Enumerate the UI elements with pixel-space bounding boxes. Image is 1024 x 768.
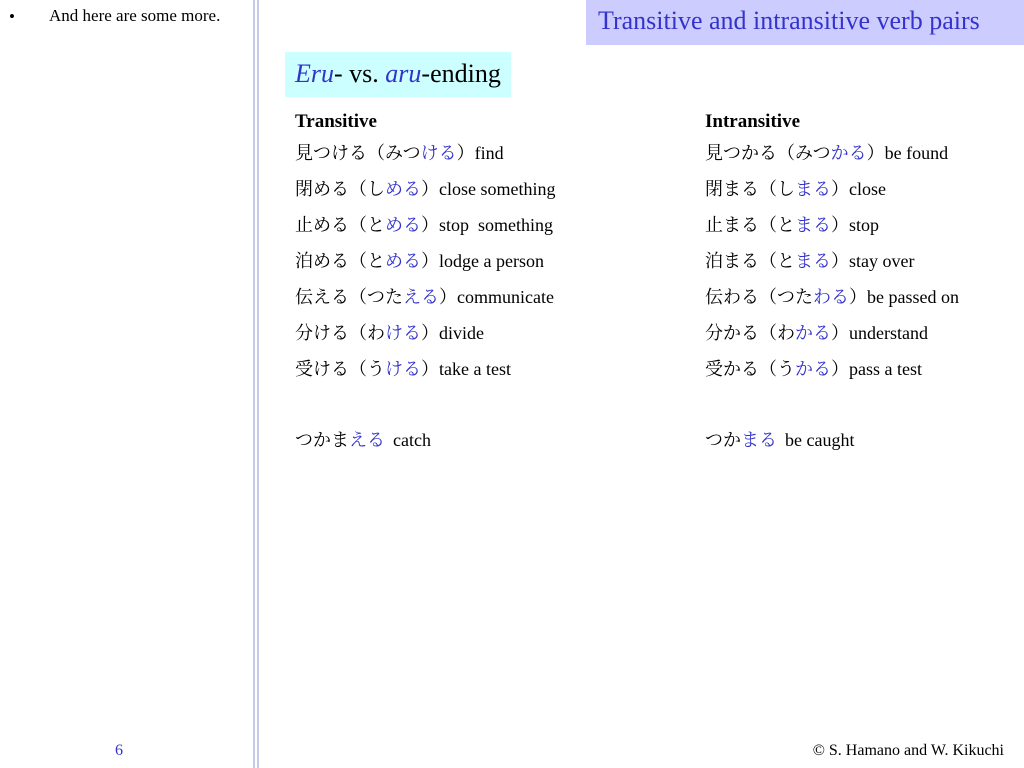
verb-gloss: take a test bbox=[439, 359, 511, 379]
verb-paren: ） bbox=[831, 179, 849, 200]
verb-gloss: pass a test bbox=[849, 359, 922, 379]
transitive-verb bbox=[295, 211, 553, 239]
verb-gloss: be caught bbox=[785, 430, 855, 450]
intransitive-verb bbox=[705, 247, 914, 275]
verb-kanji: 閉まる（し bbox=[705, 179, 795, 200]
verb-paren: ） bbox=[421, 323, 439, 344]
verb-paren: ） bbox=[831, 359, 849, 380]
verb-gloss: communicate bbox=[457, 287, 554, 307]
verb-paren: ） bbox=[421, 179, 439, 200]
intransitive-verb bbox=[705, 211, 879, 239]
verb-kanji: 見つかる（みつ bbox=[705, 143, 831, 164]
page-number: 6 bbox=[115, 742, 123, 759]
transitive-verb bbox=[295, 283, 554, 311]
verb-ending: かる bbox=[830, 143, 867, 164]
verb-ending: まる bbox=[795, 251, 831, 272]
verb-kanji: つかま bbox=[295, 430, 349, 451]
notes-text: And here are some more. bbox=[49, 6, 221, 25]
verb-paren: ） bbox=[421, 359, 439, 380]
verb-paren: ） bbox=[866, 143, 885, 164]
intransitive-verb bbox=[705, 175, 886, 203]
verb-ending: かる bbox=[795, 323, 831, 344]
pane-divider[interactable] bbox=[253, 0, 255, 768]
verb-paren: ） bbox=[849, 287, 867, 308]
intransitive-verb-extra bbox=[705, 426, 854, 454]
verb-kanji: 分かる（わ bbox=[705, 323, 795, 344]
transitive-verb bbox=[295, 355, 511, 383]
verb-ending: かる bbox=[795, 359, 831, 380]
verb-ending: まる bbox=[795, 179, 831, 200]
verb-ending: める bbox=[385, 179, 421, 200]
transitive-verb bbox=[295, 139, 504, 167]
verb-gloss: lodge a person bbox=[439, 251, 544, 271]
verb-kanji: 見つける（みつ bbox=[295, 143, 421, 164]
verb-paren: ） bbox=[831, 251, 849, 272]
verb-kanji: 止める（と bbox=[295, 215, 385, 236]
verb-gloss: be found bbox=[884, 143, 949, 163]
verb-ending: ける bbox=[420, 143, 457, 164]
intransitive-verb bbox=[705, 319, 928, 347]
verb-gloss: stay over bbox=[849, 251, 915, 271]
intransitive-verb bbox=[705, 283, 959, 311]
verb-paren: ） bbox=[831, 323, 849, 344]
subtitle-vs: - vs. bbox=[334, 59, 386, 88]
verb-ending: める bbox=[385, 251, 421, 272]
verb-kanji: 止まる（と bbox=[705, 215, 795, 236]
verb-paren: ） bbox=[456, 143, 475, 164]
verb-ending: まる bbox=[795, 215, 831, 236]
intransitive-verb bbox=[705, 139, 948, 167]
verb-ending: まる bbox=[741, 430, 777, 451]
transitive-verb-extra bbox=[295, 426, 431, 454]
verb-kanji: つか bbox=[705, 430, 741, 451]
pane-divider-inner bbox=[257, 0, 259, 768]
subtitle-aru: aru bbox=[385, 59, 422, 88]
verb-kanji: 受ける（う bbox=[295, 359, 385, 380]
verb-kanji: 閉める（し bbox=[295, 179, 385, 200]
verb-ending: える bbox=[349, 430, 385, 451]
verb-paren: ） bbox=[439, 287, 457, 308]
verb-paren: ） bbox=[831, 215, 849, 236]
verb-ending: ける bbox=[385, 323, 421, 344]
verb-gloss: understand bbox=[849, 323, 928, 343]
intransitive-header: Intransitive bbox=[705, 111, 800, 132]
slide-title: Transitive and intransitive verb pairs bbox=[586, 0, 1024, 45]
verb-gloss: find bbox=[474, 143, 504, 163]
verb-ending: ける bbox=[385, 359, 421, 380]
verb-gloss: close something bbox=[439, 179, 556, 199]
transitive-header: Transitive bbox=[295, 111, 377, 132]
verb-kanji: 泊まる（と bbox=[705, 251, 795, 272]
verb-ending: わる bbox=[813, 287, 849, 308]
verb-ending: える bbox=[403, 287, 439, 308]
intransitive-verb bbox=[705, 355, 922, 383]
verb-gloss: divide bbox=[439, 323, 484, 343]
bullet-marker: • bbox=[9, 7, 15, 26]
verb-kanji: 受かる（う bbox=[705, 359, 795, 380]
verb-gloss: close bbox=[849, 179, 886, 199]
copyright-footer: © S. Hamano and W. Kikuchi bbox=[812, 742, 1004, 759]
subtitle-ending: -ending bbox=[421, 59, 501, 88]
verb-gloss: stop something bbox=[439, 215, 554, 235]
verb-kanji: 伝わる（つた bbox=[705, 287, 813, 308]
verb-gloss: stop bbox=[849, 215, 880, 235]
verb-ending: める bbox=[385, 215, 421, 236]
slide-subtitle bbox=[285, 52, 511, 97]
verb-gloss: catch bbox=[393, 430, 431, 450]
verb-kanji: 分ける（わ bbox=[295, 323, 385, 344]
transitive-verb bbox=[295, 175, 555, 203]
subtitle-eru: Eru bbox=[295, 59, 334, 88]
verb-gloss: be passed on bbox=[867, 287, 959, 307]
transitive-verb bbox=[295, 247, 544, 275]
transitive-verb bbox=[295, 319, 484, 347]
verb-kanji: 泊める（と bbox=[295, 251, 385, 272]
verb-paren: ） bbox=[421, 215, 439, 236]
notes-pane bbox=[0, 0, 252, 768]
verb-paren: ） bbox=[421, 251, 439, 272]
verb-kanji: 伝える（つた bbox=[295, 287, 403, 308]
